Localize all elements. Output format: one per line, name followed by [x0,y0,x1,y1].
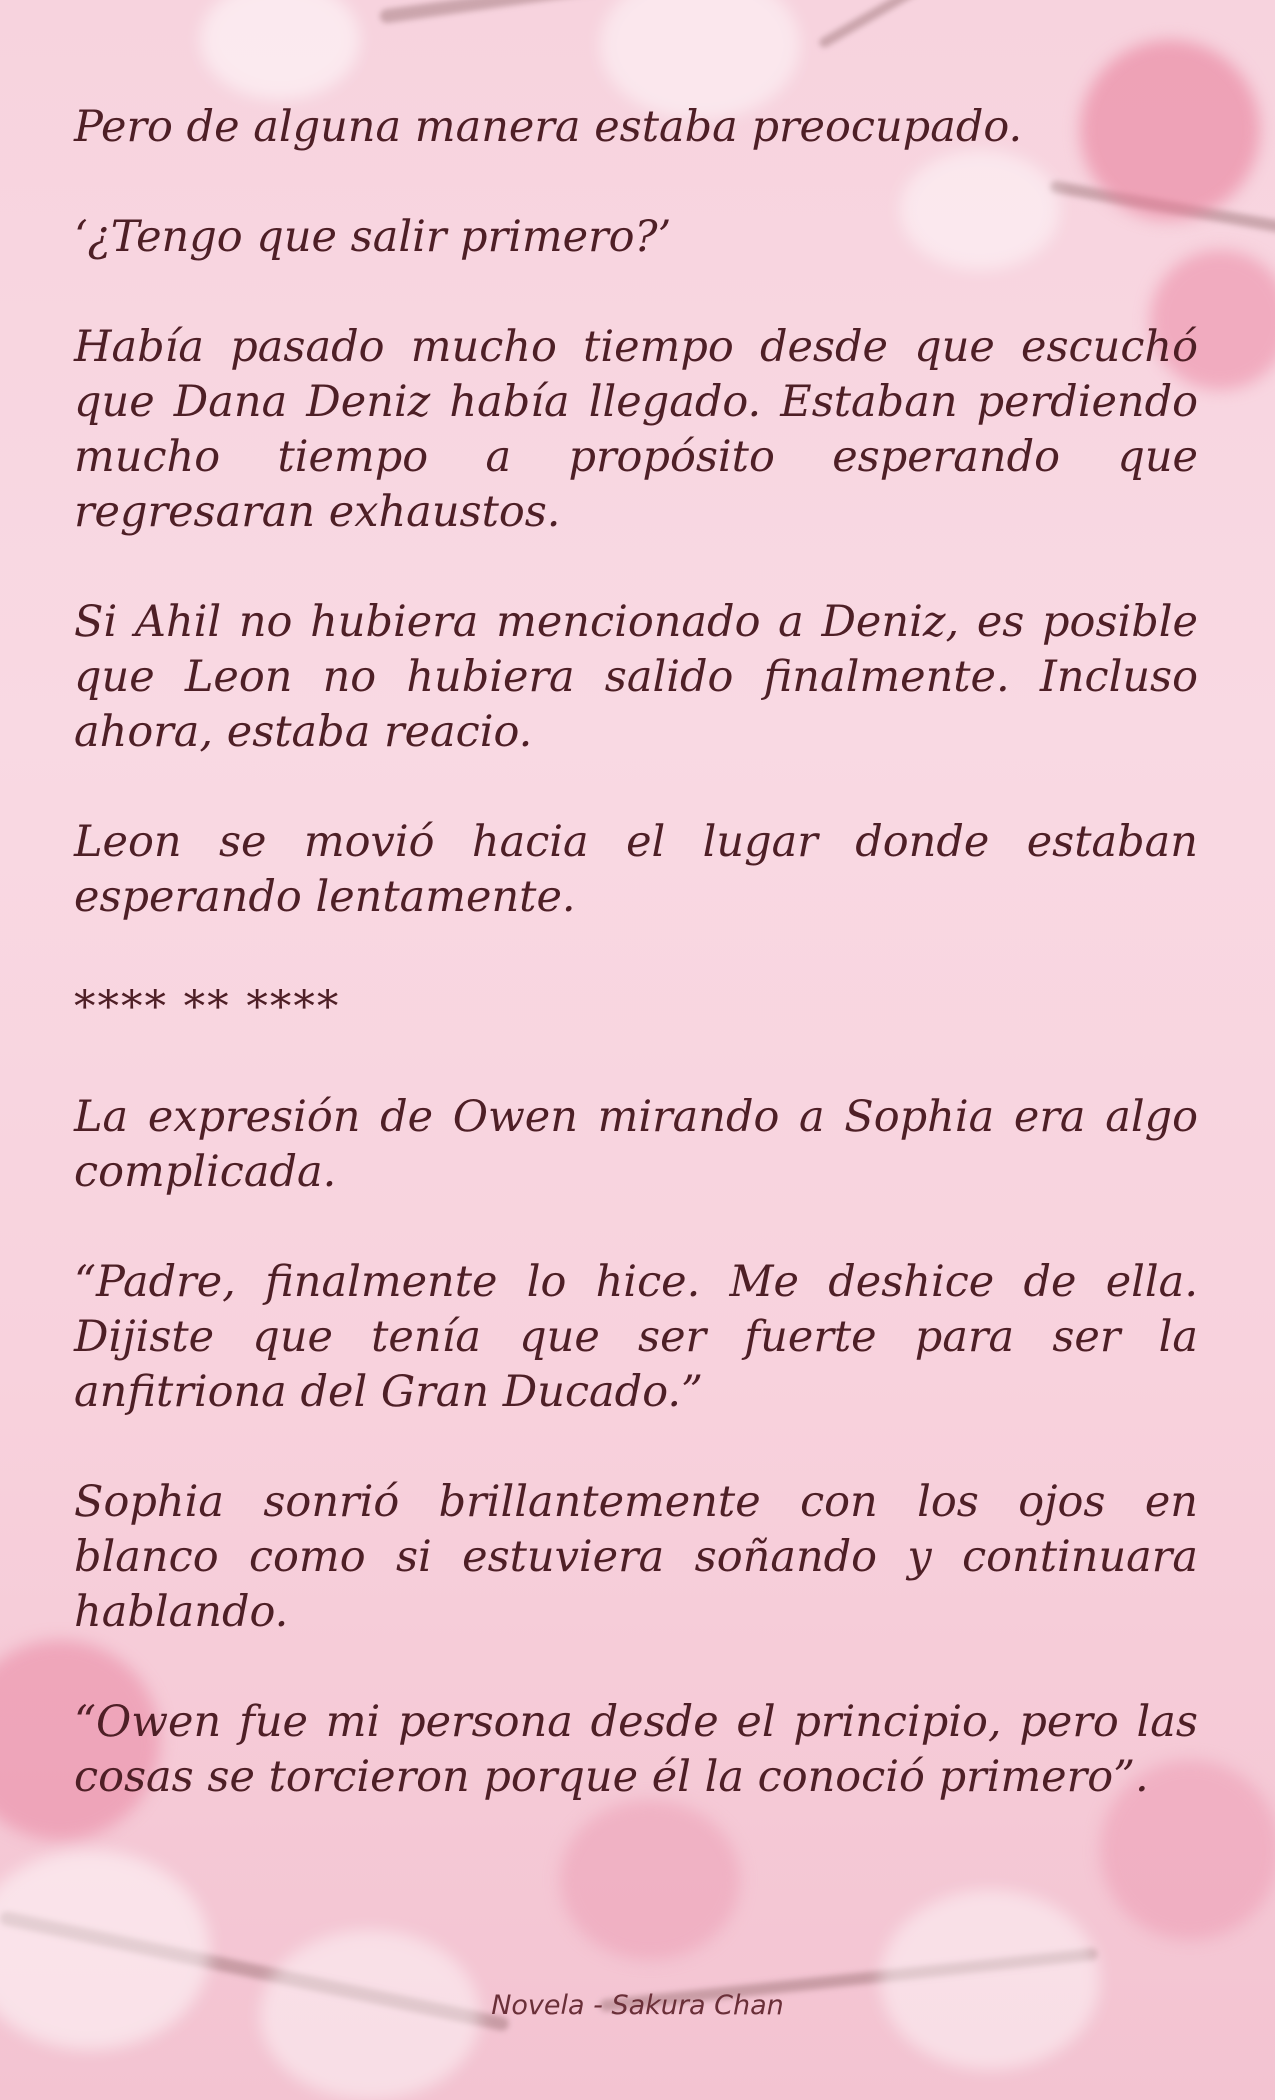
paragraph: Pero de alguna manera estaba preocupado. [74,102,1023,152]
paragraph: Sophia sonrió brillantemente con los ojos en blanco como si estuviera soñando y continuara hablando. [74,1477,1198,1637]
paragraph: Leon se movió hacia el lugar donde estaban esperando lentamente. [74,817,1198,922]
scene-separator: **** ** **** [74,982,341,1032]
paragraph: Si Ahil no hubiera mencionado a Deniz, es posible que Leon no hubiera salido finalmente. Incluso ahora, estaba reacio. [74,597,1198,757]
footer-credit: Novela - Sakura Chan [491,1990,784,2021]
paragraph: Había pasado mucho tiempo desde que escuchó que Dana Deniz había llegado. Estaban perdiendo mucho tiempo a propósito esperando que regresaran exhaustos. [74,322,1198,537]
paragraph: La expresión de Owen mirando a Sophia era algo complicada. [74,1092,1198,1197]
paragraph: ‘¿Tengo que salir primero?’ [74,212,672,262]
paragraph: “Padre, finalmente lo hice. Me deshice de ella. Dijiste que tenía que ser fuerte para ser la anfitriona del Gran Ducado.” [74,1257,1198,1417]
novel-text [74,100,1198,1860]
paragraph: “Owen fue mi persona desde el principio, pero las cosas se torcieron porque él la conoció primero”. [74,1697,1198,1802]
